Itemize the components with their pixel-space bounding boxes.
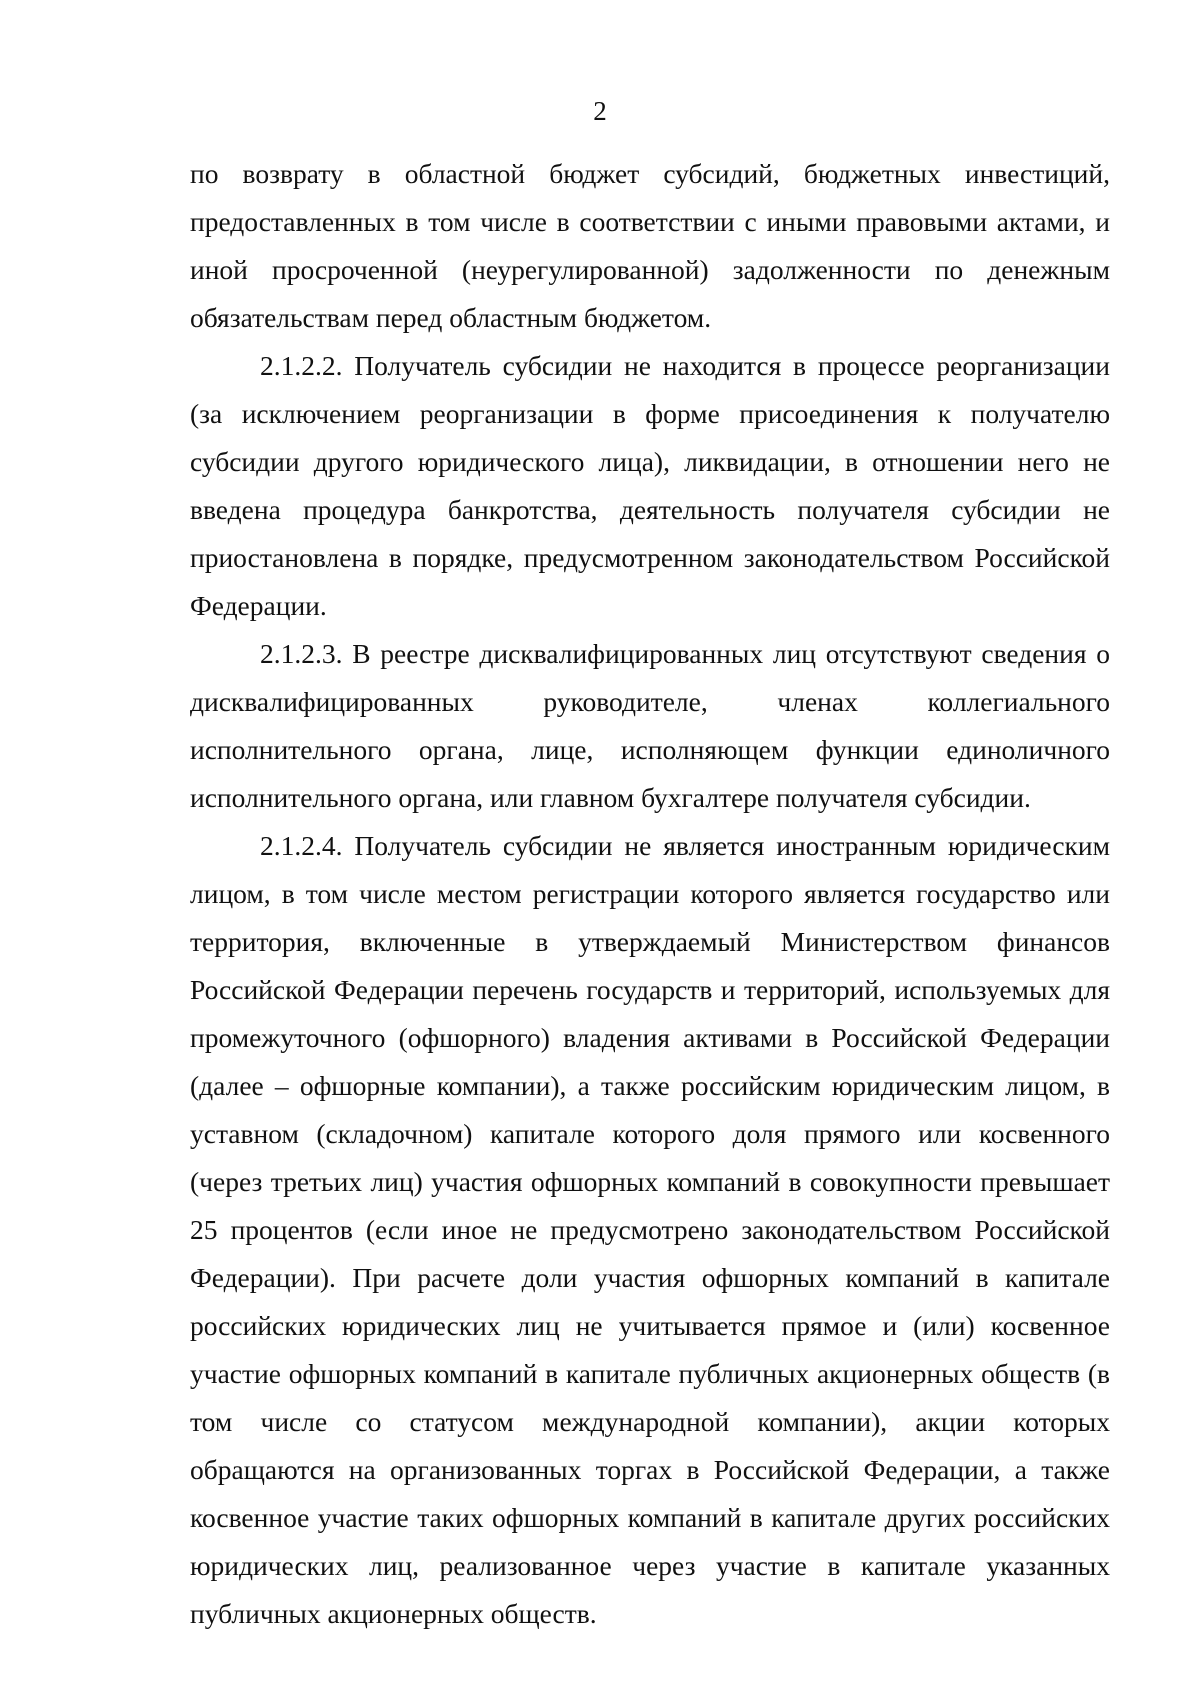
- paragraph-2-1-2-4: 2.1.2.4. Получатель субсидии не является иностранным юридическим лицом, в том числе местом регистрации которого является государство или территория, включенные в утверждаемый Министерством финансов Российской Федерации перечень государств и территорий, используемых для промежуточного (офшорного) владения активами в Российской Федерации (далее – офшорные компании), а также российским юридическим лицом, в уставном (складочном) капитале которого доля прямого или косвенного (через третьих лиц) участия офшорных компаний в совокупности превышает 25 процентов (если иное не предусмотрено законодательством Российской Федерации). При расчете доли участия офшорных компаний в капитале российских юридических лиц не учитывается прямое и (или) косвенное участие офшорных компаний в капитале публичных акционерных обществ (в том числе со статусом международной компании), акции которых обращаются на организованных торгах в Российской Федерации, а также косвенное участие таких офшорных компаний в капитале других российских юридических лиц, реализованное через участие в капитале указанных публичных акционерных обществ.: [190, 830, 1110, 1629]
- paragraph-continuation: по возврату в областной бюджет субсидий, бюджетных инвестиций, предоставленных в том числе в соответствии с иными правовыми актами, и иной просроченной (неурегулированной) задолженности по денежным обязательствам перед областным бюджетом.: [190, 158, 1110, 333]
- page-number: 2: [593, 96, 607, 126]
- paragraph-2-1-2-2: 2.1.2.2. Получатель субсидии не находится в процессе реорганизации (за исключением реорганизации в форме присоединения к получателю субсидии другого юридического лица), ликвидации, в отношении него не введена процедура банкротства, деятельность получателя субсидии не приостановлена в порядке, предусмотренном законодательством Российской Федерации.: [190, 350, 1110, 621]
- paragraph-2-1-2-3: 2.1.2.3. В реестре дисквалифицированных лиц отсутствуют сведения о дисквалифицированных руководителе, членах коллегиального исполнительного органа, лице, исполняющем функции единоличного исполнительного органа, или главном бухгалтере получателя субсидии.: [190, 638, 1110, 813]
- document-body: [190, 150, 1110, 1638]
